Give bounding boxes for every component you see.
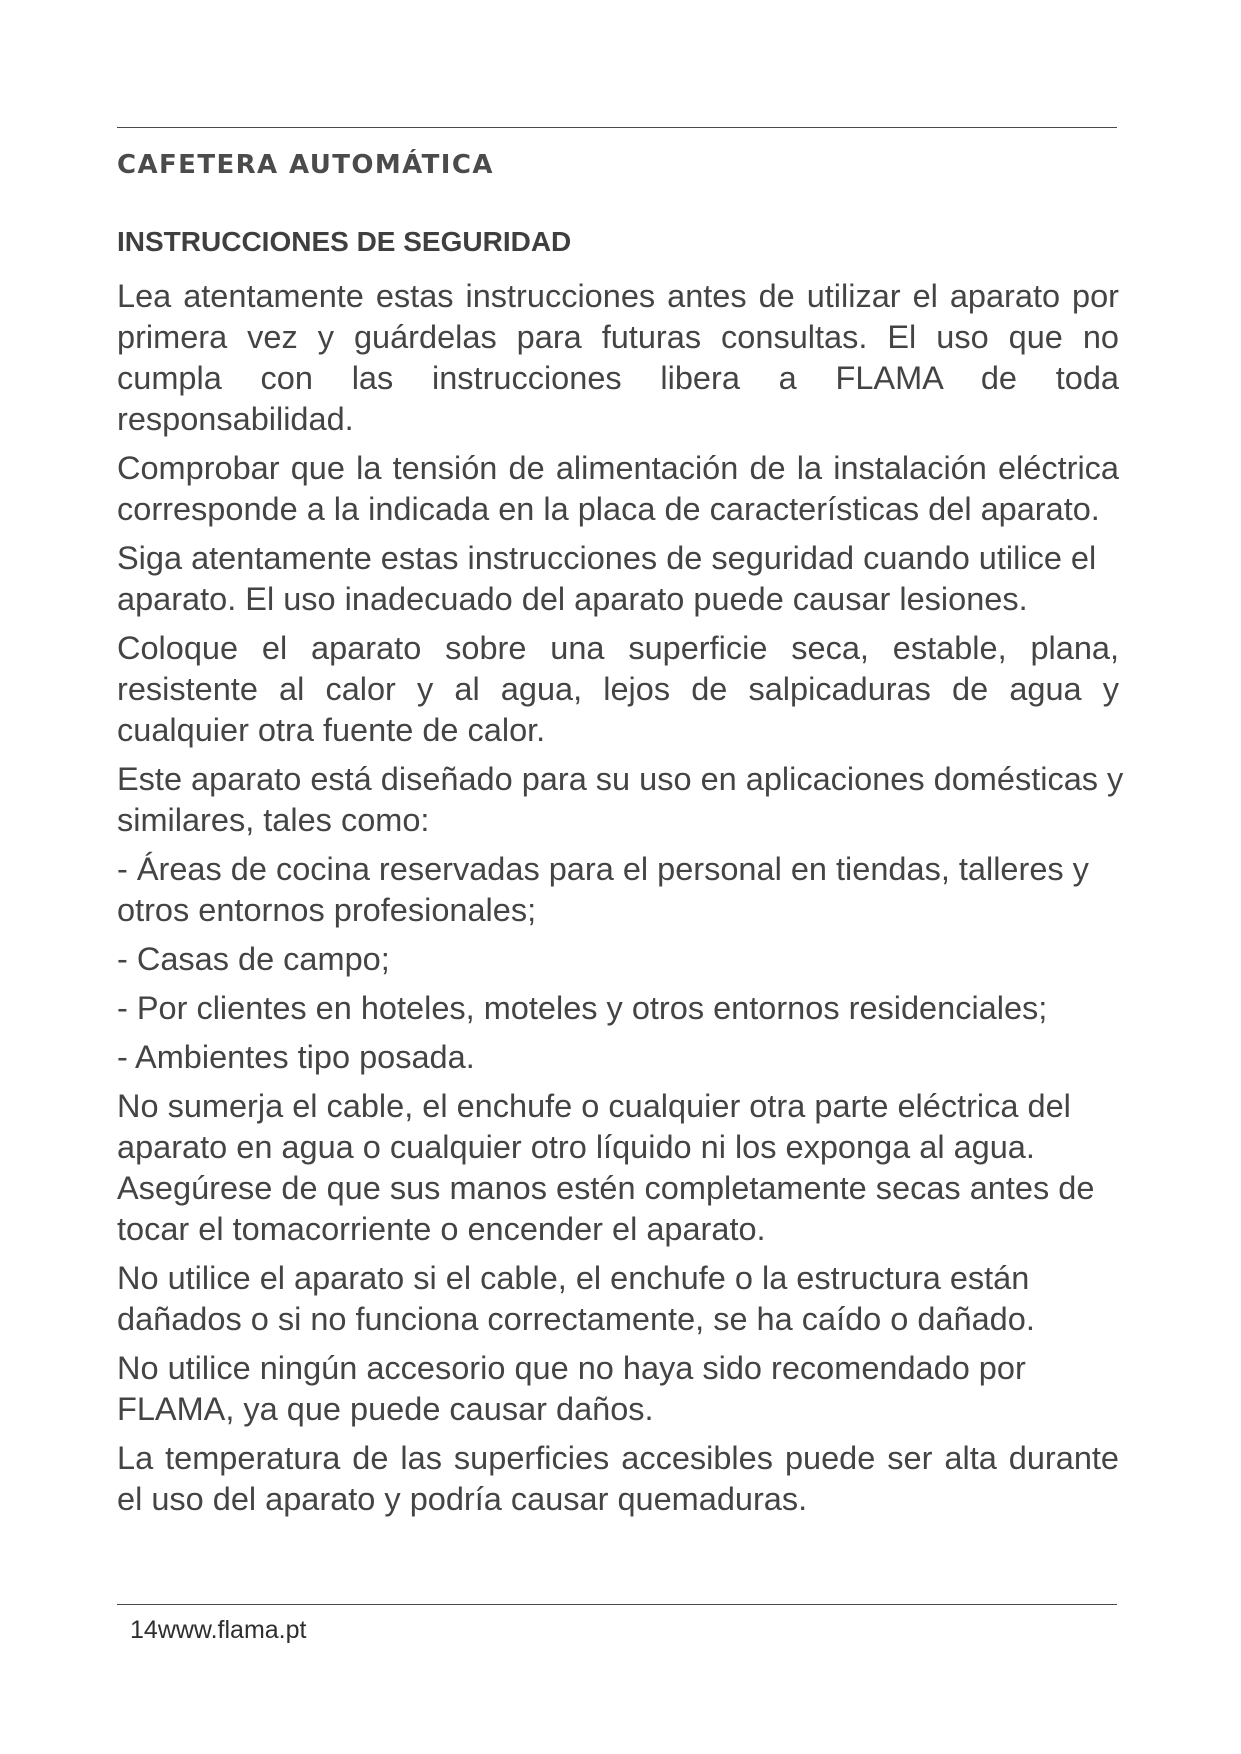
paragraph-hot-surfaces: La temperatura de las superficies accesibles puede ser alta durante el uso del aparato y podría causar quemaduras.	[117, 1440, 1119, 1517]
safety-instructions-body	[117, 276, 1147, 1528]
paragraph-no-immersion: No sumerja el cable, el enchufe o cualquier otra parte eléctrica del aparato en agua o cualquier otro líquido ni los exponga al agua. Asegúrese de que sus manos estén completamente secas antes de tocar el tomacorriente o encender el aparato.	[117, 1088, 1095, 1247]
page-footer	[130, 1616, 306, 1645]
paragraph-voltage-check: Comprobar que la tensión de alimentación de la instalación eléctrica corresponde a la indicada en la placa de características del aparato.	[117, 450, 1119, 527]
paragraph-domestic-use: Este aparato está diseñado para su uso en aplicaciones domésticas y similares, tales como:	[117, 761, 1124, 838]
list-item: - Ambientes tipo posada.	[117, 1039, 475, 1075]
page-number: 14	[130, 1616, 158, 1644]
paragraph-follow-safety: Siga atentamente estas instrucciones de seguridad cuando utilice el aparato. El uso inadecuado del aparato puede causar lesiones.	[117, 540, 1097, 617]
list-item: - Casas de campo;	[117, 941, 390, 977]
paragraph-placement: Coloque el aparato sobre una superficie seca, estable, plana, resistente al calor y al agua, lejos de salpicaduras de agua y cualquier otra fuente de calor.	[117, 630, 1119, 748]
bottom-divider	[117, 1604, 1117, 1605]
list-item: - Áreas de cocina reservadas para el personal en tiendas, talleres y otros entornos profesionales;	[117, 851, 1089, 928]
list-item: - Por clientes en hoteles, moteles y otros entornos residenciales;	[117, 990, 1048, 1026]
top-divider	[117, 127, 1117, 128]
paragraph-accessories: No utilice ningún accesorio que no haya sido recomendado por FLAMA, ya que puede causar daños.	[117, 1350, 1026, 1427]
website-link[interactable]: www.flama.pt	[157, 1616, 307, 1644]
section-heading: INSTRUCCIONES DE SEGURIDAD	[117, 226, 572, 257]
paragraph-damaged-appliance: No utilice el aparato si el cable, el enchufe o la estructura están dañados o si no funciona correctamente, se ha caído o dañado.	[117, 1260, 1035, 1337]
paragraph-read-instructions: Lea atentamente estas instrucciones antes de utilizar el aparato por primera vez y guárdelas para futuras consultas. El uso que no cumpla con las instrucciones libera a FLAMA de toda responsabilidad.	[117, 278, 1119, 437]
document-header-title: CAFETERA AUTOMÁTICA	[117, 150, 494, 180]
